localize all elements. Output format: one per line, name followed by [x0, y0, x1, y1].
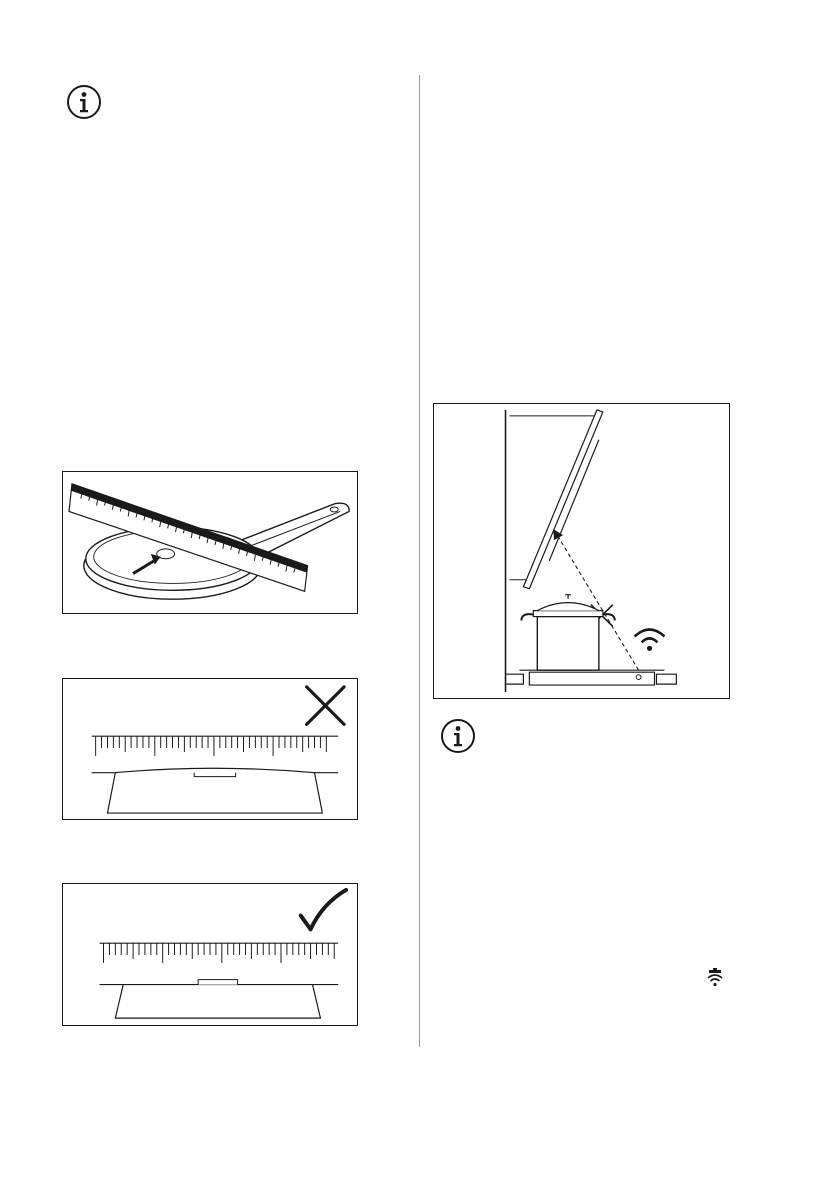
flat-pan-bottom-figure	[62, 883, 358, 1026]
info-icon	[440, 718, 476, 754]
concave-pan-bottom-figure	[62, 678, 358, 820]
column-divider	[419, 75, 420, 1047]
hob-wifi-icon	[706, 967, 724, 989]
info-icon	[66, 84, 102, 120]
pan-with-ruler-figure	[62, 471, 358, 614]
hood-signal-figure	[433, 403, 730, 699]
